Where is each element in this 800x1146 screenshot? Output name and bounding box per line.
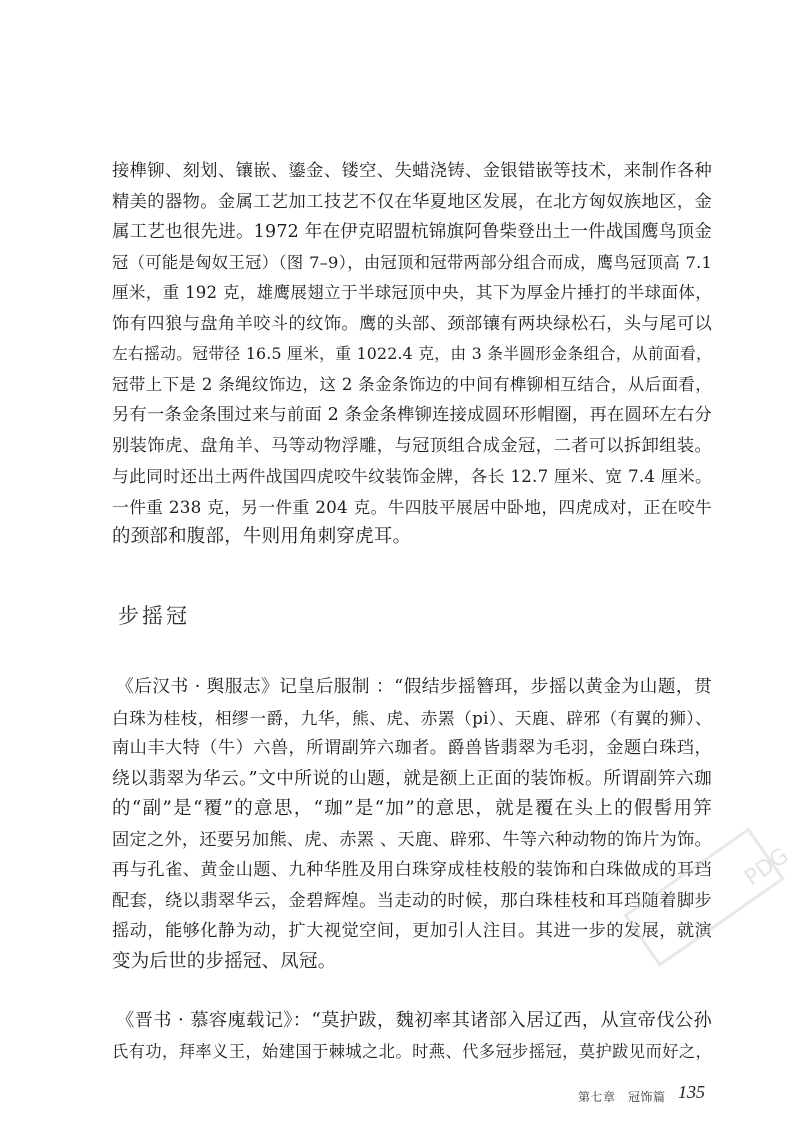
text-line: 冠带上下是 2 条绳纹饰边，这 2 条金条饰边的中间有榫铆相互结合，从后面看， <box>112 374 712 394</box>
text-line: 另有一条金条围过来与前面 2 条金条榫铆连接成圆环形帽圈，再在圆环左右分 <box>112 405 712 425</box>
text-line: 《晋书 · 慕容廆载记》：“莫护跋，魏初率其诸部入居辽西，从宣帝伐公孙 <box>116 1010 712 1031</box>
paragraph-metalwork <box>112 156 712 553</box>
text-line: 摇动，能够化静为动，扩大视觉空间，更加引人注目。其进一步的发展，就演 <box>112 921 712 941</box>
running-footer-chapter: 第七章 冠饰篇 <box>578 1090 666 1104</box>
text-line: 接榫铆、刻划、镶嵌、鎏金、镂空、失蜡浇铸、金银错嵌等技术，来制作各种 <box>112 161 712 181</box>
pdg-watermark <box>600 800 800 1000</box>
text-line: 氏有功，拜率义王，始建国于棘城之北。时燕、代多冠步摇冠，莫护跋见而好之， <box>112 1041 712 1061</box>
text-line: 的“副”是“覆”的意思，“珈”是“加”的意思，就是覆在头上的假髻用笄 <box>112 798 712 819</box>
text-line: 南山丰大特（牛）六兽，所谓副笄六珈者。爵兽皆翡翠为毛羽，金题白珠珰， <box>112 738 712 758</box>
text-line: 冠（可能是匈奴王冠）（图 7–9），由冠顶和冠带两部分组合而成，鹰鸟冠顶高 7.1 <box>112 252 712 272</box>
text-line: 《后汉书 · 舆服志》记皇后服制 ：“假结步摇簪珥，步摇以黄金为山题，贯 <box>116 677 712 697</box>
text-line: 白珠为桂枝，相缪一爵，九华，熊、虎、赤罴（pi）、天鹿、辟邪（有翼的狮）、 <box>112 707 712 728</box>
text-line: 属工艺也很先进。1972 年在伊克昭盟杭锦旗阿鲁柴登出土一件战国鹰鸟顶金 <box>112 222 712 242</box>
text-line: 厘米，重 192 克，雄鹰展翅立于半球冠顶中央，其下为厚金片捶打的半球面体， <box>112 283 712 302</box>
page-number: 135 <box>678 1082 705 1102</box>
text-line: 的颈部和腹部，牛则用角刺穿虎耳。 <box>112 526 412 547</box>
text-line: 变为后世的步摇冠、凤冠。 <box>112 950 337 972</box>
text-line: 别装饰虎、盘角羊、马等动物浮雕，与冠顶组合成金冠，二者可以拆卸组装。 <box>112 435 712 456</box>
text-line: 一件重 238 克，另一件重 204 克。牛四肢平展居中卧地，四虎成对，正在咬牛 <box>112 496 712 517</box>
text-line: 与此同时还出土两件战国四虎咬牛纹装饰金牌，各长 12.7 厘米、宽 7.4 厘米。 <box>112 466 712 486</box>
paragraph-jinshu <box>112 1006 712 1067</box>
page-footer <box>0 1080 800 1110</box>
text-line: 精美的器物。金属工艺加工技艺不仅在华夏地区发展，在北方匈奴族地区，金 <box>112 191 712 212</box>
text-line: 左右摇动。冠带径 16.5 厘米，重 1022.4 克，由 3 条半圆形金条组合，从前面看， <box>112 344 712 363</box>
text-line: 固定之外，还要另加熊、虎、赤罴 、天鹿、辟邪、牛等六种动物的饰片为饰。 <box>112 829 712 850</box>
section-heading: 步摇冠 <box>118 604 190 628</box>
watermark-text: PDG <box>740 843 794 891</box>
text-line: 绕以翡翠为华云。”文中所说的山题，就是额上正面的装饰板。所谓副笄六珈 <box>112 768 712 789</box>
text-line: 配套，绕以翡翠华云，金碧辉煌。当走动的时候，那白珠桂枝和耳珰随着脚步 <box>112 890 712 911</box>
text-line: 再与孔雀、黄金山题、九种华胜及用白珠穿成桂枝般的装饰和白珠做成的耳珰 <box>112 860 712 880</box>
text-line: 饰有四狼与盘角羊咬斗的纹饰。鹰的头部、颈部镶有两块绿松石，头与尾可以 <box>112 313 712 334</box>
